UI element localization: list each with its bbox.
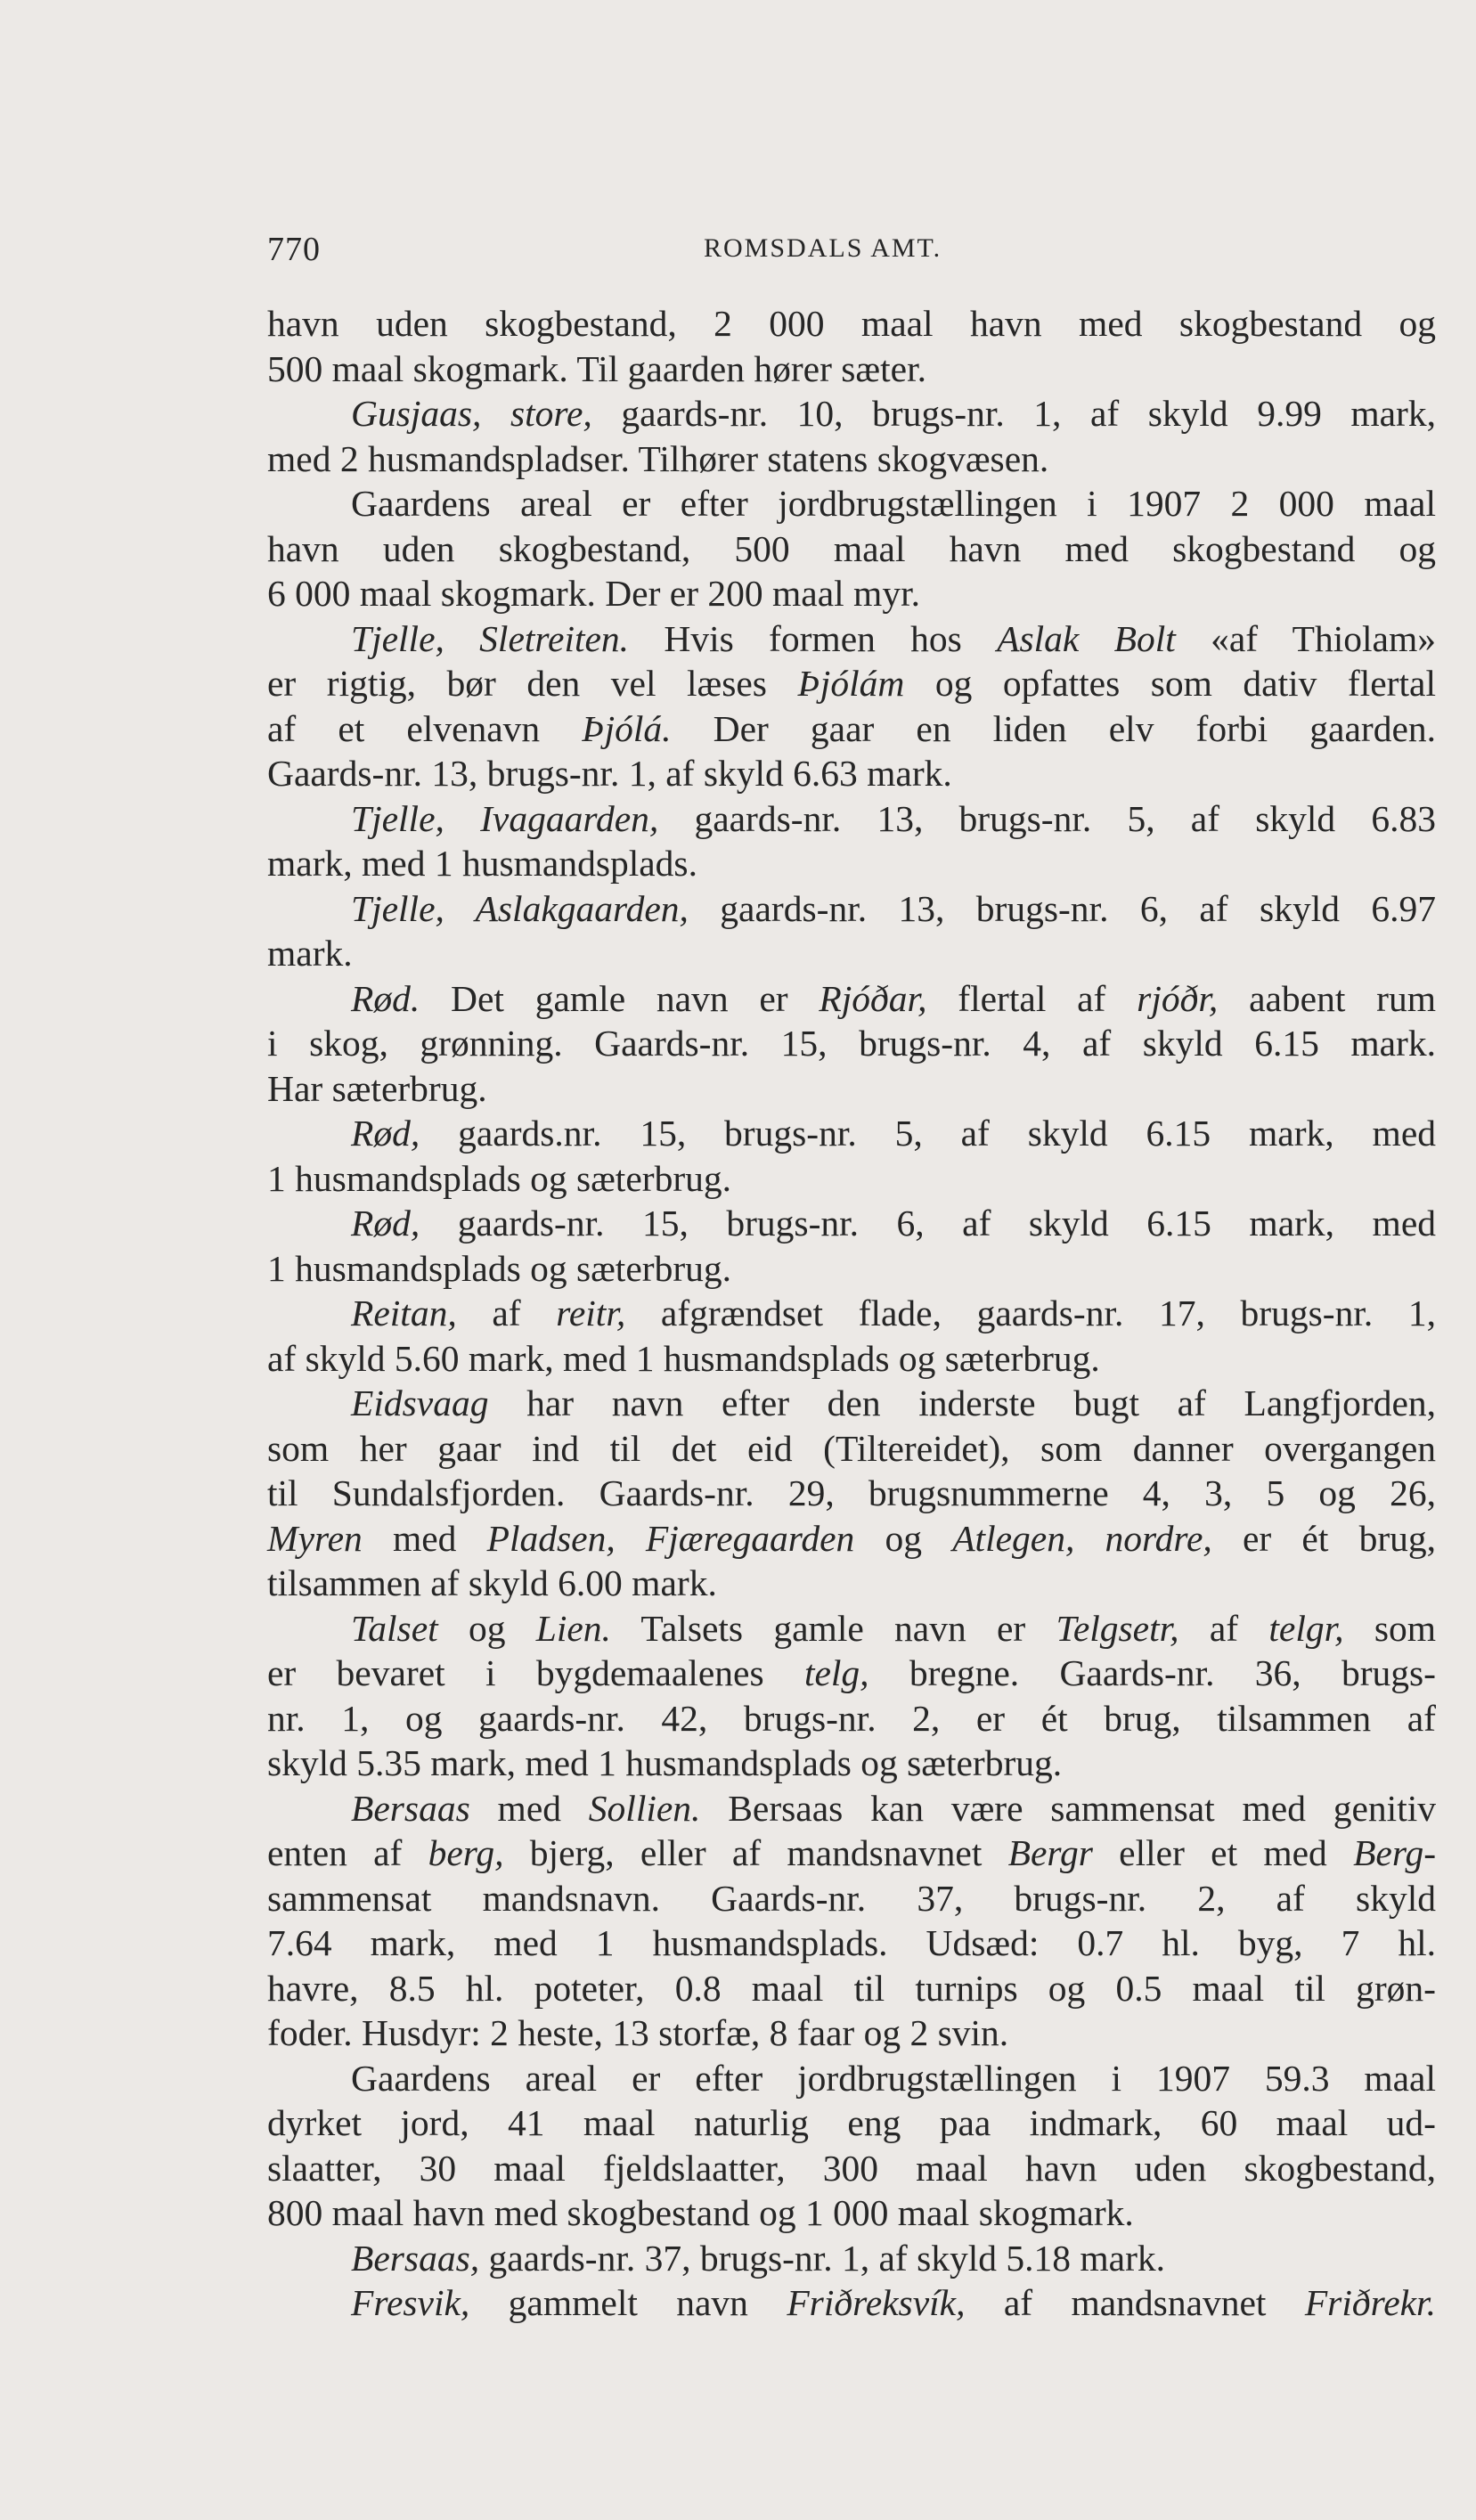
- text-line: [267, 301, 1436, 347]
- text-segment: gaards-nr. 13, brugs-nr. 5, af skyld 6.83: [658, 797, 1437, 839]
- text-segment: flertal af: [926, 977, 1138, 1019]
- text-line: [267, 1966, 1436, 2011]
- text-segment: Gaardens areal er efter jordbrugstællingen i 1907 59.3 maal: [351, 2057, 1436, 2099]
- text-line: [267, 1111, 1436, 1156]
- text-segment: slaatter, 30 maal fjeldslaatter, 300 maal havn uden skogbestand,: [267, 2147, 1436, 2189]
- text-segment: 500 maal skogmark. Til gaarden hører sæter.: [267, 347, 926, 389]
- text-line: [267, 391, 1436, 436]
- text-line: [267, 481, 1436, 526]
- text-segment: foder. Husdyr: 2 heste, 13 storfæ, 8 faar og 2 svin.: [267, 2012, 1009, 2053]
- text-segment: nr. 1, og gaards-nr. 42, brugs-nr. 2, er ét brug, tilsammen af: [267, 1697, 1436, 1739]
- italic-segment: Bersaas,: [351, 2237, 480, 2279]
- text-line: [267, 751, 1436, 796]
- text-line: [267, 1201, 1436, 1246]
- text-segment: gaards.nr. 15, brugs-nr. 5, af skyld 6.15 mark, med: [420, 1113, 1436, 1154]
- text-segment: og opfattes som dativ flertal: [904, 663, 1436, 704]
- italic-segment: Pladsen,: [486, 1517, 616, 1559]
- text-line: [267, 1876, 1436, 1921]
- text-segment: i skog, grønning. Gaards-nr. 15, brugs-nr. 4, af skyld 6.15 mark.: [267, 1023, 1436, 1064]
- text-line: [267, 347, 1436, 392]
- text-line: [267, 1786, 1436, 1831]
- italic-segment: Bersaas: [351, 1787, 470, 1829]
- text-line: [267, 2056, 1436, 2101]
- italic-segment: Berg-: [1353, 1832, 1437, 1873]
- text-segment: Gaards-nr. 13, brugs-nr. 1, af skyld 6.63 mark.: [267, 753, 952, 794]
- italic-segment: Þjólá.: [582, 707, 672, 749]
- text-line: [267, 1696, 1436, 1741]
- text-segment: er bevaret i bygdemaalenes: [267, 1652, 804, 1693]
- text-segment: [616, 1518, 646, 1559]
- text-line: [267, 1606, 1436, 1651]
- text-segment: Der gaar en liden elv forbi gaarden.: [671, 707, 1437, 749]
- text-line: [267, 2010, 1436, 2056]
- italic-segment: Talset: [351, 1607, 438, 1649]
- italic-segment: Reitan,: [351, 1293, 457, 1333]
- italic-segment: Rjóðar,: [819, 977, 927, 1019]
- text-segment: havn uden skogbestand, 2 000 maal havn med skogbestand og: [267, 303, 1436, 344]
- text-line: [267, 1291, 1436, 1336]
- text-segment: har navn efter den inderste bugt af Langfjorden,: [488, 1382, 1436, 1423]
- page-header: [267, 230, 1434, 274]
- italic-segment: Telgsetr,: [1056, 1607, 1179, 1649]
- text-segment: «af Thiolam»: [1175, 617, 1436, 659]
- text-segment: havre, 8.5 hl. poteter, 0.8 maal til turnips og 0.5 maal til grøn-: [267, 1967, 1436, 2009]
- text-segment: og: [854, 1517, 953, 1559]
- text-line: [267, 1066, 1436, 1112]
- text-segment: af et elvenavn: [267, 707, 583, 749]
- text-line: [267, 1336, 1436, 1382]
- text-segment: til Sundalsfjorden. Gaards-nr. 29, brugsnummerne 4, 3, 5 og 26,: [267, 1472, 1436, 1513]
- italic-segment: berg,: [428, 1832, 504, 1873]
- text-line: [267, 1561, 1436, 1606]
- running-head: ROMSDALS AMT.: [704, 233, 942, 263]
- text-segment: bjerg, eller af mandsnavnet: [503, 1832, 1008, 1873]
- text-segment: 800 maal havn med skogbestand og 1 000 maal skogmark.: [267, 2192, 1134, 2233]
- text-line: [267, 526, 1436, 572]
- text-segment: som her gaar ind til det eid (Tiltereidet), som danner overgangen: [267, 1427, 1436, 1469]
- italic-segment: telgr,: [1268, 1607, 1344, 1649]
- text-line: [267, 886, 1436, 932]
- text-segment: gaards-nr. 37, brugs-nr. 1, af skyld 5.18 mark.: [479, 2237, 1166, 2279]
- text-line: [267, 706, 1436, 752]
- text-line: [267, 2146, 1436, 2191]
- italic-segment: Lien.: [535, 1607, 611, 1649]
- text-segment: af mandsnavnet: [965, 2282, 1305, 2323]
- text-segment: dyrket jord, 41 maal naturlig eng paa indmark, 60 maal ud-: [267, 2102, 1436, 2143]
- text-segment: sammensat mandsnavn. Gaards-nr. 37, brugs-nr. 2, af skyld: [267, 1877, 1436, 1919]
- text-line: [267, 1471, 1436, 1516]
- italic-segment: Tjelle, Ivagaarden,: [351, 797, 659, 839]
- text-line: [267, 2100, 1436, 2146]
- text-segment: Hvis formen hos: [629, 617, 998, 659]
- text-segment: gaards-nr. 13, brugs-nr. 6, af skyld 6.97: [688, 887, 1436, 929]
- text-segment: 6 000 maal skogmark. Der er 200 maal myr.: [267, 573, 920, 614]
- italic-segment: Rød,: [351, 1203, 420, 1244]
- text-segment: mark.: [267, 933, 353, 974]
- text-line: [267, 841, 1436, 886]
- text-segment: afgrændset flade, gaards-nr. 17, brugs-nr. 1,: [625, 1293, 1436, 1333]
- text-line: [267, 931, 1436, 976]
- text-segment: 7.64 mark, med 1 husmandsplads. Udsæd: 0.7 hl. byg, 7 hl.: [267, 1922, 1436, 1963]
- italic-segment: rjóðr,: [1137, 977, 1219, 1019]
- text-line: [267, 1831, 1436, 1876]
- text-segment: bregne. Gaards-nr. 36, brugs-: [868, 1652, 1436, 1693]
- text-segment: og: [437, 1607, 536, 1649]
- text-segment: med: [469, 1787, 589, 1829]
- text-segment: Talsets gamle navn er: [610, 1607, 1056, 1649]
- text-line: [267, 1021, 1436, 1066]
- text-segment: 1 husmandsplads og sæterbrug.: [267, 1247, 732, 1289]
- text-segment: gaards-nr. 10, brugs-nr. 1, af skyld 9.99 mark,: [591, 393, 1436, 434]
- text-line: [267, 1516, 1436, 1562]
- text-line: [267, 1651, 1436, 1696]
- italic-segment: Bergr: [1007, 1832, 1093, 1873]
- text-line: [267, 661, 1436, 706]
- text-segment: Bersaas kan være sammensat med genitiv: [700, 1787, 1436, 1829]
- text-segment: af: [456, 1293, 557, 1333]
- italic-segment: Tjelle, Sletreiten.: [351, 617, 630, 659]
- text-segment: som: [1343, 1607, 1436, 1649]
- text-line: [267, 2280, 1436, 2326]
- italic-segment: Eidsvaag: [351, 1382, 489, 1423]
- text-line: [267, 616, 1436, 662]
- text-line: [267, 1426, 1436, 1472]
- italic-segment: telg,: [803, 1652, 869, 1693]
- italic-segment: Aslak Bolt: [997, 617, 1176, 659]
- body-text: [267, 301, 1436, 2326]
- italic-segment: Rød,: [351, 1113, 420, 1154]
- italic-segment: Tjelle, Aslakgaarden,: [351, 887, 689, 929]
- text-segment: Har sæterbrug.: [267, 1067, 487, 1109]
- text-segment: 1 husmandsplads og sæterbrug.: [267, 1157, 732, 1199]
- text-segment: Gaardens areal er efter jordbrugstællingen i 1907 2 000 maal: [351, 483, 1436, 524]
- page-number: 770: [267, 231, 321, 268]
- italic-segment: Fresvik,: [351, 2282, 470, 2323]
- text-line: [267, 571, 1436, 616]
- text-line: [267, 1246, 1436, 1292]
- text-line: [267, 976, 1436, 1022]
- text-segment: af: [1178, 1607, 1269, 1649]
- italic-segment: Friðrekr.: [1304, 2282, 1436, 2323]
- italic-segment: Þjólám: [797, 663, 905, 704]
- text-line: [267, 436, 1436, 482]
- italic-segment: reitr,: [556, 1293, 626, 1333]
- italic-segment: Fjæregaarden: [645, 1517, 855, 1559]
- italic-segment: Sollien.: [588, 1787, 701, 1829]
- italic-segment: Myren: [267, 1517, 363, 1559]
- text-line: [267, 1156, 1436, 1202]
- text-segment: mark, med 1 husmandsplads.: [267, 843, 697, 884]
- text-segment: er rigtig, bør den vel læses: [267, 663, 798, 704]
- italic-segment: Gusjaas, store,: [351, 393, 592, 434]
- italic-segment: Rød.: [351, 977, 420, 1019]
- text-segment: gaards-nr. 15, brugs-nr. 6, af skyld 6.15 mark, med: [420, 1203, 1436, 1244]
- text-line: [267, 2190, 1436, 2236]
- text-line: [267, 1741, 1436, 1786]
- text-segment: med 2 husmandspladser. Tilhører statens skogvæsen.: [267, 437, 1049, 479]
- text-line: [267, 1921, 1436, 1966]
- text-segment: Det gamle navn er: [420, 977, 820, 1019]
- text-segment: af skyld 5.60 mark, med 1 husmandsplads og sæterbrug.: [267, 1337, 1100, 1379]
- text-segment: enten af: [267, 1832, 428, 1873]
- text-segment: er ét brug,: [1211, 1517, 1437, 1559]
- text-segment: aabent rum: [1218, 977, 1437, 1019]
- text-segment: skyld 5.35 mark, med 1 husmandsplads og sæterbrug.: [267, 1742, 1063, 1783]
- text-segment: med: [362, 1517, 487, 1559]
- text-line: [267, 796, 1436, 842]
- text-segment: gammelt navn: [469, 2282, 787, 2323]
- text-segment: havn uden skogbestand, 500 maal havn med skogbestand og: [267, 527, 1436, 569]
- text-segment: tilsammen af skyld 6.00 mark.: [267, 1562, 717, 1603]
- text-line: [267, 2236, 1436, 2281]
- text-line: [267, 1381, 1436, 1426]
- italic-segment: Atlegen, nordre,: [952, 1517, 1212, 1559]
- italic-segment: Friðreksvík,: [787, 2282, 966, 2323]
- text-segment: eller et med: [1092, 1832, 1354, 1873]
